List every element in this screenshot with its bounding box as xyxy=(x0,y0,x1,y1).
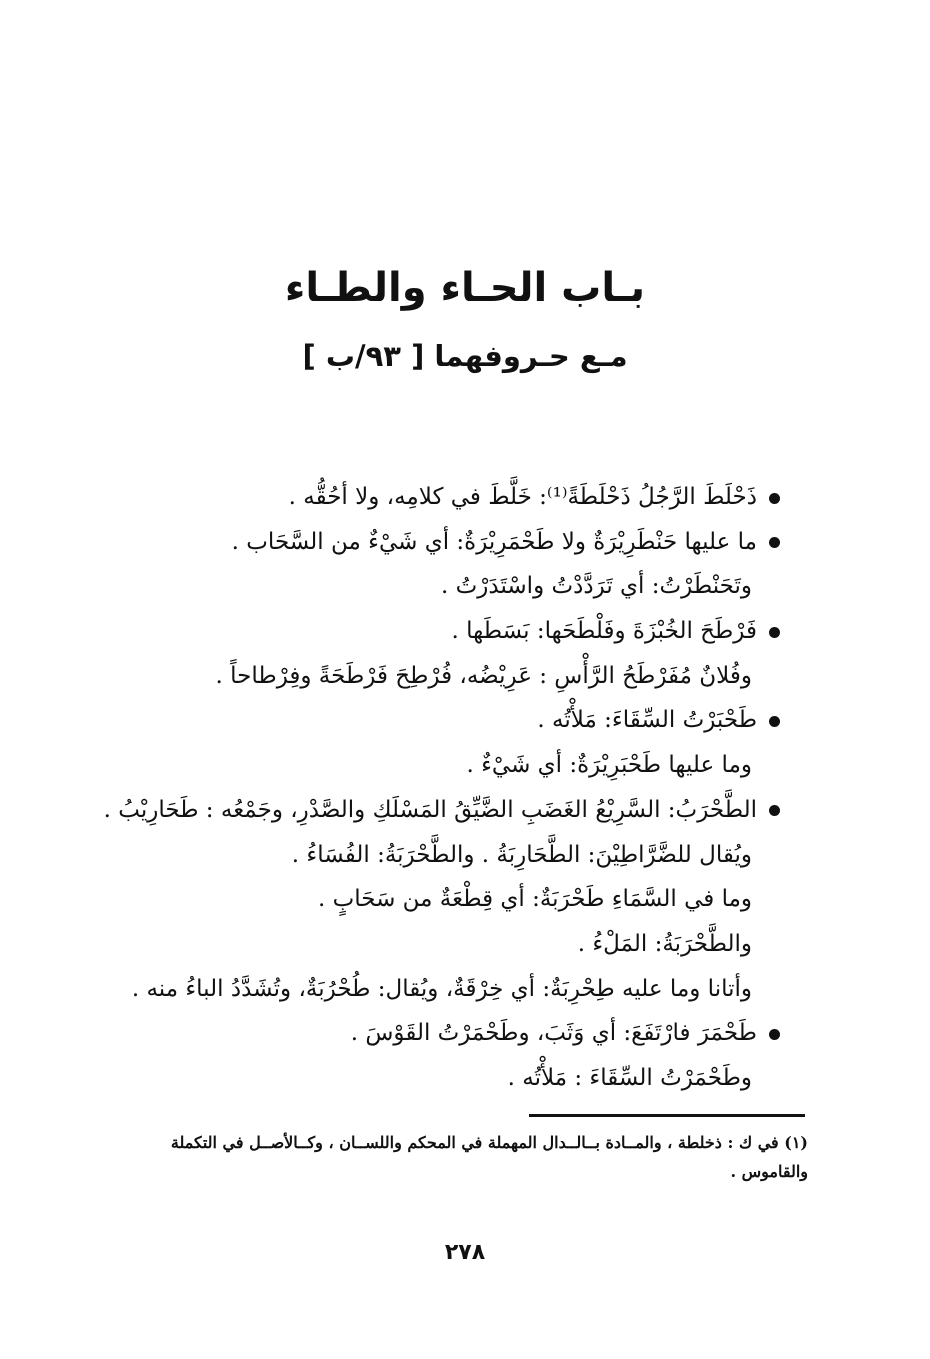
dictionary-body xyxy=(100,475,780,1101)
footnote-line: والقاموس . xyxy=(730,1162,808,1181)
entry-text: طَحْبَرْتُ السِّقَاءَ: مَلأْتُه . xyxy=(537,707,757,734)
entry-text: ذَحْلَطَ الرَّجُلُ ذَحْلَطَةً⁽¹⁾: خَلَّطَ في كلامِه، ولا أحُقُّه . xyxy=(288,484,757,510)
entry-text: وفُلانٌ مُفَرْطَحُ الرَّأْسِ : عَرِيْضُه، فُرْطِحَ فَرْطَحَةً وفِرْطاحاً . xyxy=(215,662,752,689)
chapter-title: بـاب الحـاء والطـاء xyxy=(284,265,646,311)
bullet-icon xyxy=(769,1029,780,1040)
footnote xyxy=(88,1128,808,1186)
page-number: ٢٧٨ xyxy=(444,1240,486,1265)
entry-text: فَرْطَحَ الخُبْزَةَ وفَلْطَحَها: بَسَطَها . xyxy=(451,618,757,645)
footnote-divider xyxy=(529,1114,805,1117)
entry-line xyxy=(100,698,780,743)
entry-line xyxy=(100,609,780,654)
bullet-icon xyxy=(769,493,780,504)
entry-text: وطَحْمَرْتُ السِّقَاءَ : مَلأْتُه . xyxy=(507,1064,752,1091)
entry-text: وما عليها طَحْبَرِيْرَةٌ: أي شَيْءٌ . xyxy=(466,752,752,779)
entry-line xyxy=(100,475,780,520)
entry-text: ما عليها حَنْطَرِيْرَةٌ ولا طَحْمَرِيْرَةٌ: أي شَيْءٌ من السَّحَاب . xyxy=(231,528,757,555)
entry-line xyxy=(100,654,780,699)
bullet-icon xyxy=(769,805,780,816)
entry-line xyxy=(100,1056,780,1101)
entry-text: وتَحَنْطَرْتُ: أي تَرَدَّدْتُ واسْتَدَرْتُ . xyxy=(441,573,752,600)
entry-line xyxy=(100,1011,780,1056)
entry-line xyxy=(100,922,780,967)
footnote-line: (١) في ك : ذخلطة ، والمــادة بــالــدال المهملة في المحكم واللســان ، وكــالأصــل في التكملة xyxy=(170,1133,808,1152)
entry-line xyxy=(100,788,780,833)
entry-line xyxy=(100,967,780,1012)
entry-text: الطَّحْرَبُ: السَّرِيْعُ الغَضَبِ الضَّيِّقُ المَسْلَكِ والصَّدْرِ، وجَمْعُه : طَحَارِيْبُ . xyxy=(103,796,757,823)
chapter-subtitle: مـع حـروفهما [ ٩٣/ب ] xyxy=(302,339,628,373)
entry-text: والطَّحْرَبَةُ: المَلْءُ . xyxy=(577,930,752,957)
entry-line xyxy=(100,743,780,788)
entry-line xyxy=(100,520,780,565)
bullet-icon xyxy=(769,537,780,548)
entry-text: وأتانا وما عليه طِحْرِبَةٌ: أي خِرْقَةٌ، ويُقال: طُحْرُبَةٌ، وتُشَدَّدُ الباءُ منه . xyxy=(131,975,752,1002)
entry-text: ويُقال للضَّرَّاطِيْنَ: الطَّحَارِبَةُ . والطَّحْرَبَةُ: الفُسَاءُ . xyxy=(291,841,752,868)
entry-text: طَحْمَرَ فارْتَفَعَ: أي وَثَبَ، وطَحْمَرْتُ القَوْسَ . xyxy=(350,1020,757,1047)
entry-line xyxy=(100,564,780,609)
bullet-icon xyxy=(769,716,780,727)
bullet-icon xyxy=(769,627,780,638)
entry-text: وما في السَّمَاءِ طَحْرَبَةٌ: أي قِطْعَةٌ من سَحَابٍ . xyxy=(317,886,752,913)
entry-line xyxy=(100,833,780,878)
entry-line xyxy=(100,877,780,922)
